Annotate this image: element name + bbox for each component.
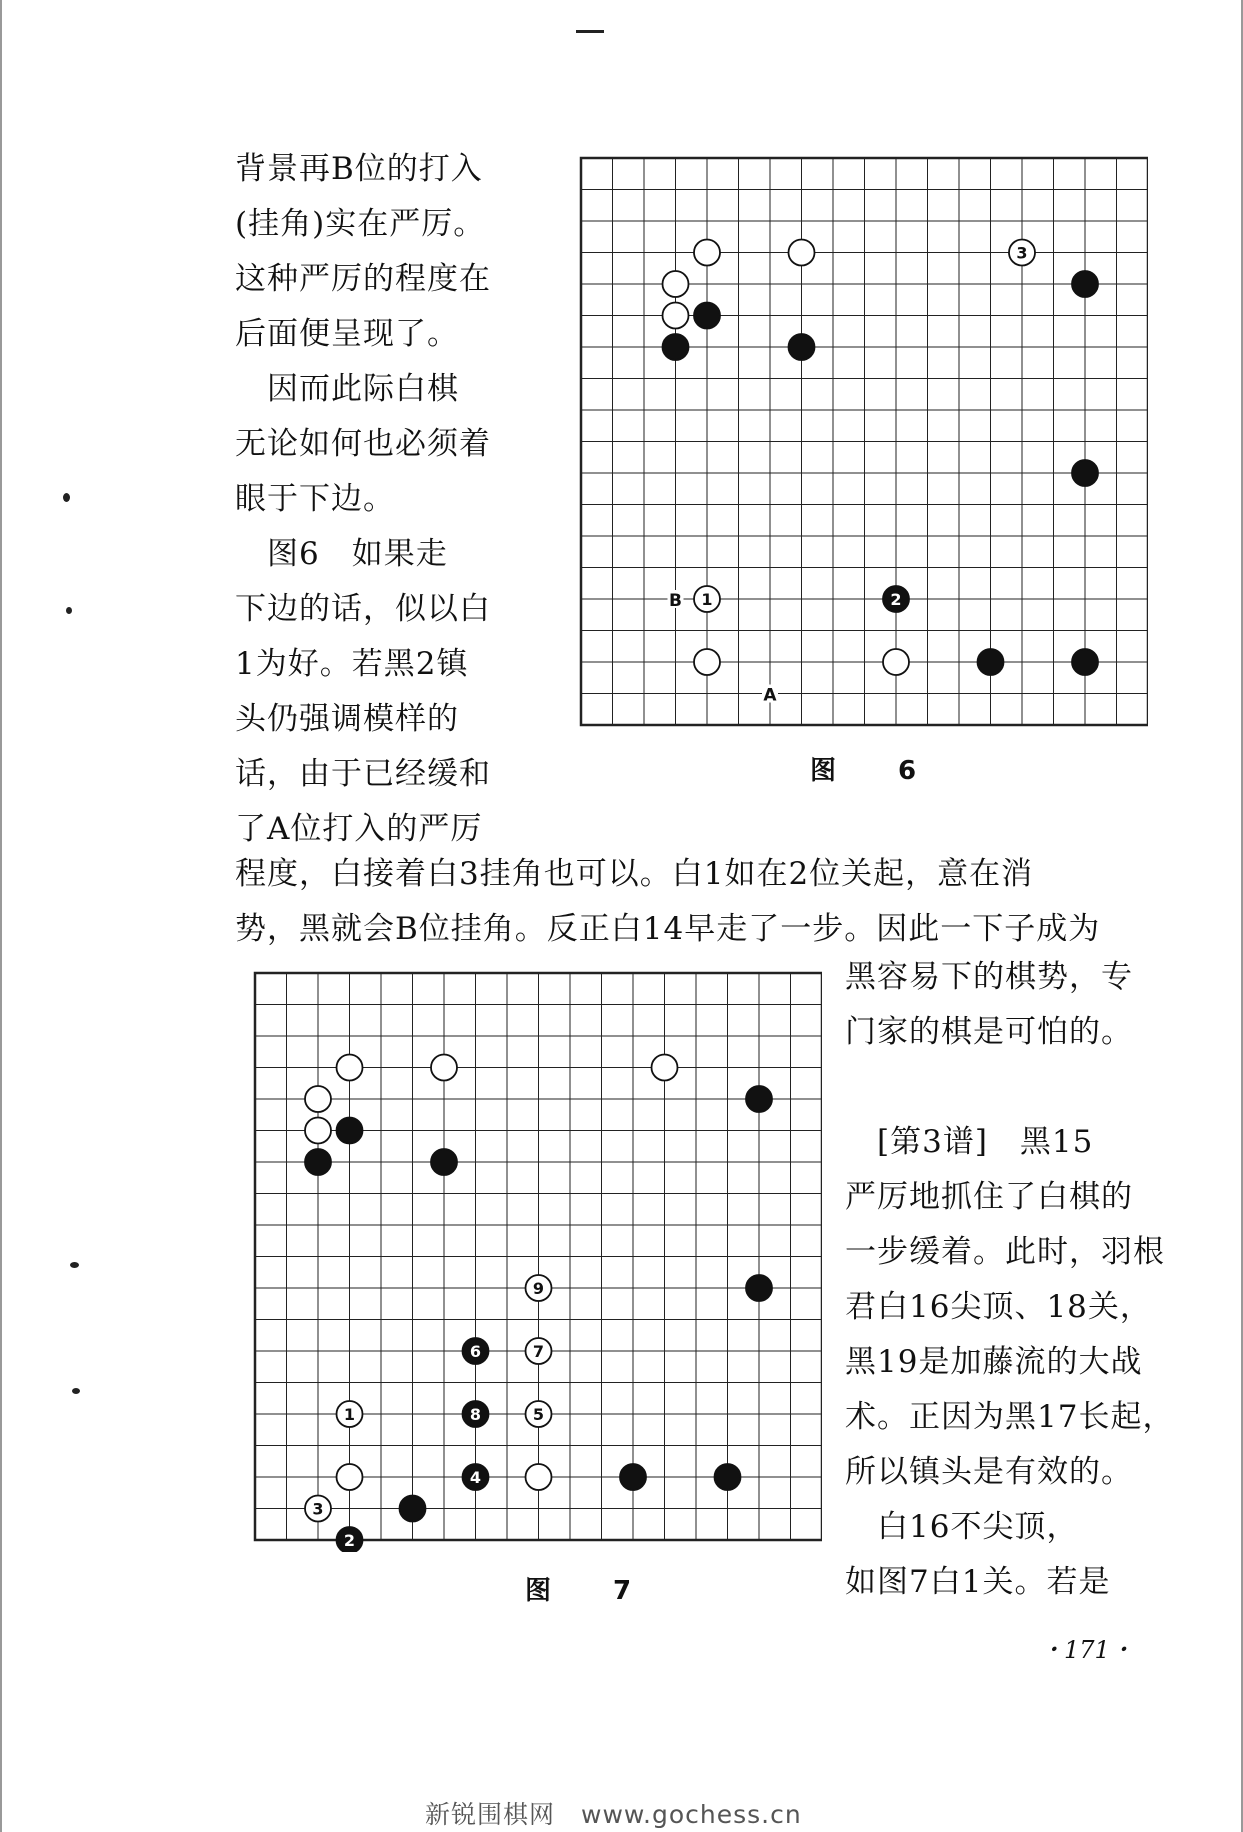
black-stone — [431, 1149, 457, 1175]
scan-speck — [70, 1262, 79, 1268]
white-stone — [883, 649, 909, 675]
white-stone — [305, 1118, 331, 1144]
text-line: (挂角)实在严厉。 — [235, 206, 486, 242]
black-stone — [789, 334, 815, 360]
top-mark — [576, 30, 604, 33]
diagram6-point-label: B — [669, 591, 682, 611]
go-diagram-7 — [252, 970, 822, 1552]
stone-move-number: 2 — [343, 1531, 356, 1550]
text-line: 这种严厉的程度在 — [235, 261, 491, 297]
black-stone — [1072, 271, 1098, 297]
stone-move-number: 1 — [343, 1405, 356, 1424]
diagram6-point-label: A — [763, 685, 777, 706]
watermark: 新锐围棋网 www.gochess.cn — [425, 1800, 802, 1829]
text-line: 眼于下边。 — [235, 481, 395, 517]
text-line: 白16不尖顶， — [845, 1509, 1079, 1545]
white-stone — [305, 1086, 331, 1112]
text-line: 如图7白1关。若是 — [845, 1564, 1111, 1600]
stone-move-number: 5 — [532, 1405, 545, 1424]
full-width-text — [235, 847, 1175, 957]
text-line — [845, 1060, 1175, 1115]
black-stone — [1072, 649, 1098, 675]
text-line: 严厉地抓住了白棋的 — [845, 1179, 1133, 1215]
black-stone — [620, 1464, 646, 1490]
white-stone — [337, 1464, 363, 1490]
white-stone — [694, 240, 720, 266]
white-stone — [431, 1055, 457, 1081]
go-diagram-6 — [578, 155, 1148, 737]
stone-move-number: 9 — [532, 1279, 545, 1298]
stone-move-number: 3 — [1016, 243, 1028, 263]
black-stone — [1072, 460, 1098, 486]
white-stone — [663, 303, 689, 329]
stone-move-number: 4 — [469, 1468, 482, 1487]
black-stone — [746, 1086, 772, 1112]
stone-move-number: 6 — [469, 1342, 482, 1361]
white-stone — [526, 1464, 552, 1490]
text-line: 因而此际白棋 — [235, 371, 459, 407]
text-line: 1为好。若黑2镇 — [235, 646, 469, 682]
text-line: 下边的话，似以白 — [235, 591, 491, 627]
text-line: 无论如何也必须着 — [235, 426, 491, 462]
left-column-text — [235, 142, 535, 857]
scan-speck — [63, 493, 70, 502]
text-line: 后面便呈现了。 — [235, 316, 459, 352]
text-line: 黑19是加藤流的大战 — [845, 1344, 1143, 1380]
diagram-7-caption: 图 7 — [525, 1576, 650, 1606]
scan-speck — [72, 1388, 80, 1394]
black-stone — [715, 1464, 741, 1490]
text-line: 门家的棋是可怕的。 — [845, 1014, 1133, 1050]
white-stone — [663, 271, 689, 297]
stone-move-number: 7 — [532, 1342, 545, 1361]
page-number: ・171・ — [1040, 1636, 1134, 1664]
text-line: 话，由于已经缓和 — [235, 756, 491, 792]
text-line: 头仍强调模样的 — [235, 701, 459, 737]
text-line: 势，黑就会B位挂角。反正白14早走了一步。因此一下子成为 — [235, 911, 1101, 947]
black-stone — [400, 1496, 426, 1522]
text-line: [第3谱] 黑15 — [845, 1124, 1094, 1160]
black-stone — [694, 303, 720, 329]
text-line: 一步缓着。此时，羽根 — [845, 1234, 1165, 1270]
black-stone — [746, 1275, 772, 1301]
scan-speck — [66, 607, 72, 614]
black-stone — [305, 1149, 331, 1175]
white-stone — [694, 649, 720, 675]
black-stone — [337, 1118, 363, 1144]
white-stone — [337, 1055, 363, 1081]
page-border-left — [0, 0, 2, 1832]
stone-move-number: 2 — [890, 590, 902, 609]
text-line: 图6 如果走 — [235, 536, 448, 572]
white-stone — [789, 240, 815, 266]
black-stone — [978, 649, 1004, 675]
text-line: 了A位打入的严厉 — [235, 811, 483, 847]
text-line: 所以镇头是有效的。 — [845, 1454, 1133, 1490]
stone-move-number: 1 — [701, 590, 713, 609]
text-line: 君白16尖顶、18关， — [845, 1289, 1152, 1325]
right-column-text — [845, 950, 1175, 1610]
text-line: 术。正因为黑17长起， — [845, 1399, 1175, 1435]
text-line: 程度，白接着白3挂角也可以。白1如在2位关起，意在消 — [235, 856, 1034, 892]
text-line: 黑容易下的棋势，专 — [845, 959, 1133, 995]
text-line: 背景再B位的打入 — [235, 151, 483, 187]
black-stone — [663, 334, 689, 360]
stone-move-number: 3 — [312, 1499, 324, 1519]
diagram-6-caption: 图 6 — [810, 756, 935, 786]
white-stone — [652, 1055, 678, 1081]
stone-move-number: 8 — [469, 1405, 482, 1424]
